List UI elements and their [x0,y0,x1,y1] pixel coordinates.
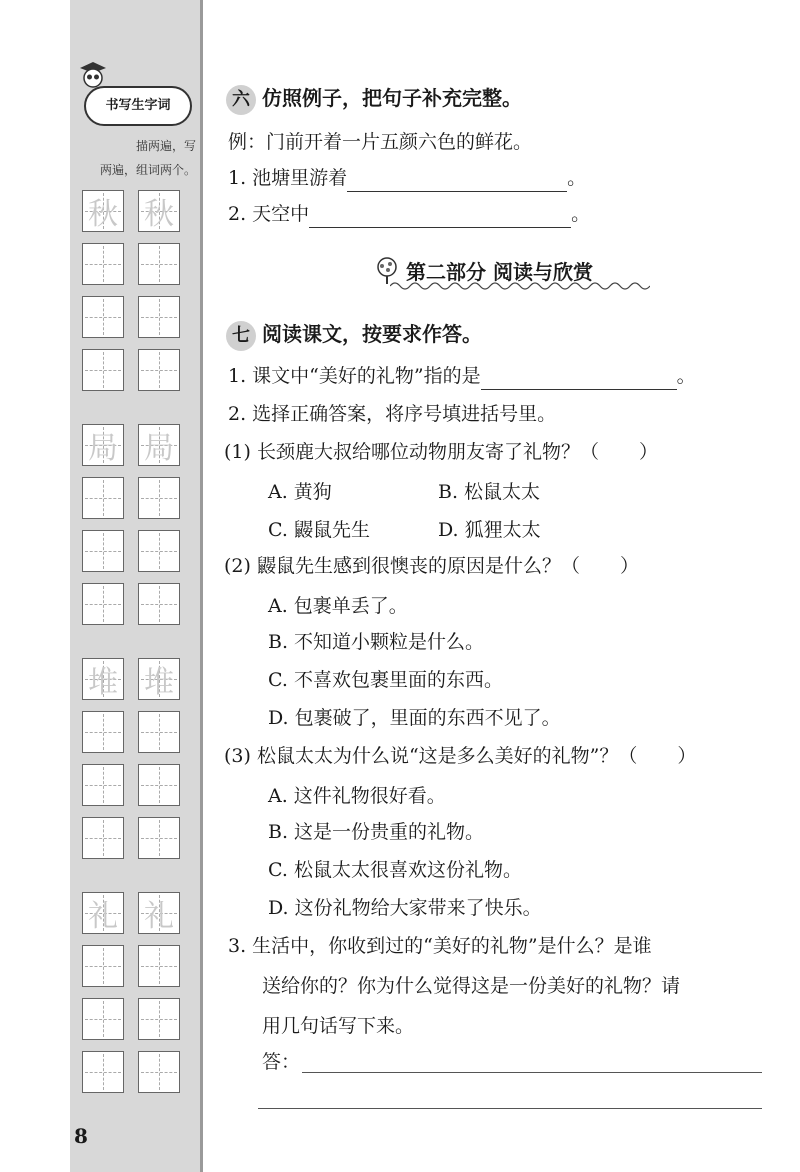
question-2: 2. 选择正确答案，将序号填进括号里。 [228,403,557,425]
sub1-option-d: D. 狐狸太太 [438,519,541,541]
instruction-line-1: 描两遍，写 [135,139,196,153]
write-cell[interactable] [82,1051,124,1093]
sub-question-1-close: ） [638,441,658,463]
sub-question-2 [224,552,639,580]
section-6-item-2 [228,200,590,228]
answer-label: 答： [262,1051,301,1073]
part-2-heading [372,250,652,300]
write-cell[interactable] [82,349,124,391]
sub1-option-b: B. 松鼠太太 [438,481,541,503]
write-cell[interactable] [82,243,124,285]
question-3-line-3: 用几句话写下来。 [262,1015,415,1037]
section-6-example: 例：门前开着一片五颜六色的鲜花。 [228,131,533,153]
sub2-option-b: B. 不知道小颗粒是什么。 [268,631,485,653]
sub-question-3-close: ） [677,745,697,767]
trace-cell[interactable] [138,424,180,466]
sidebar-instruction [78,134,196,182]
page-number: 8 [74,1124,88,1148]
sub2-option-c: C. 不喜欢包裹里面的东西。 [268,669,503,691]
sub3-option-b: B. 这是一份贵重的礼物。 [268,821,485,843]
question-1 [228,362,696,390]
write-cell[interactable] [138,1051,180,1093]
item-2-period: 。 [571,203,591,225]
sidebar-header: 书写生字词 [84,86,192,126]
write-cell[interactable] [138,764,180,806]
instruction-line-2: 两遍，组词两个。 [99,163,196,177]
sub-question-3-text: (3) 松鼠太太为什么说“这是多么美好的礼物”？（ [224,745,638,767]
write-cell[interactable] [82,296,124,338]
answer-line-2[interactable] [258,1108,762,1109]
write-cell[interactable] [82,583,124,625]
write-cell[interactable] [138,583,180,625]
sub-question-1 [224,438,658,466]
sub3-option-c: C. 松鼠太太很喜欢这份礼物。 [268,859,522,881]
sub1-option-c: C. 鼹鼠先生 [268,519,370,541]
answer-line-1[interactable] [302,1072,762,1073]
question-1-text: 1. 课文中“美好的礼物”指的是 [228,365,481,387]
question-3-line-1: 3. 生活中，你收到过的“美好的礼物”是什么？是谁 [228,935,652,957]
write-cell[interactable] [82,530,124,572]
trace-char: 局 [88,431,118,466]
section-6-item-1 [228,164,586,192]
write-cell[interactable] [82,945,124,987]
sub-question-1-text: (1) 长颈鹿大叔给哪位动物朋友寄了礼物？（ [224,441,599,463]
section-6-badge: 六 [226,85,256,115]
sidebar-divider [200,0,203,1172]
trace-cell[interactable] [82,190,124,232]
sub1-option-a: A. 黄狗 [268,481,332,503]
trace-char: 秋 [88,197,118,232]
trace-char: 礼 [88,899,118,934]
sub3-option-d: D. 这份礼物给大家带来了快乐。 [268,897,542,919]
part-2-title: 第二部分 阅读与欣赏 [406,260,593,284]
wavy-underline [390,280,650,292]
write-cell[interactable] [138,817,180,859]
question-1-end: 。 [676,365,696,387]
trace-cell[interactable] [82,892,124,934]
trace-cell[interactable] [138,190,180,232]
trace-char: 秋 [144,197,174,232]
section-6-title: 仿照例子，把句子补充完整。 [262,86,522,110]
sub3-option-a: A. 这件礼物很好看。 [268,785,446,807]
write-cell[interactable] [138,477,180,519]
section-7-title: 阅读课文，按要求作答。 [262,322,482,346]
sub2-option-d: D. 包裹破了，里面的东西不见了。 [268,707,561,729]
write-cell[interactable] [82,711,124,753]
item-2-text: 2. 天空中 [228,203,310,225]
sub2-option-a: A. 包裹单丢了。 [268,595,408,617]
question-1-blank[interactable] [481,367,677,390]
section-7-heading [226,320,482,351]
sub-question-3 [224,742,696,770]
write-cell[interactable] [138,296,180,338]
write-cell[interactable] [138,349,180,391]
question-3-line-2: 送给你的？你为什么觉得这是一份美好的礼物？请 [262,975,681,997]
trace-char: 堆 [88,665,118,700]
write-cell[interactable] [82,764,124,806]
item-1-period: 。 [567,167,587,189]
trace-cell[interactable] [82,658,124,700]
write-cell[interactable] [138,945,180,987]
trace-cell[interactable] [138,892,180,934]
write-cell[interactable] [82,477,124,519]
trace-cell[interactable] [82,424,124,466]
write-cell[interactable] [138,530,180,572]
write-cell[interactable] [82,998,124,1040]
section-6-heading [226,84,522,115]
write-cell[interactable] [138,711,180,753]
item-1-blank[interactable] [347,169,567,192]
item-2-blank[interactable] [309,205,571,228]
write-cell[interactable] [138,998,180,1040]
trace-char: 礼 [144,899,174,934]
trace-char: 堆 [144,665,174,700]
sub-question-2-text: (2) 鼹鼠先生感到很懊丧的原因是什么？（ [224,555,580,577]
write-cell[interactable] [82,817,124,859]
trace-char: 局 [144,431,174,466]
trace-cell[interactable] [138,658,180,700]
item-1-text: 1. 池塘里游着 [228,167,348,189]
sub-question-2-close: ） [619,555,639,577]
section-7-badge: 七 [226,321,256,351]
write-cell[interactable] [138,243,180,285]
